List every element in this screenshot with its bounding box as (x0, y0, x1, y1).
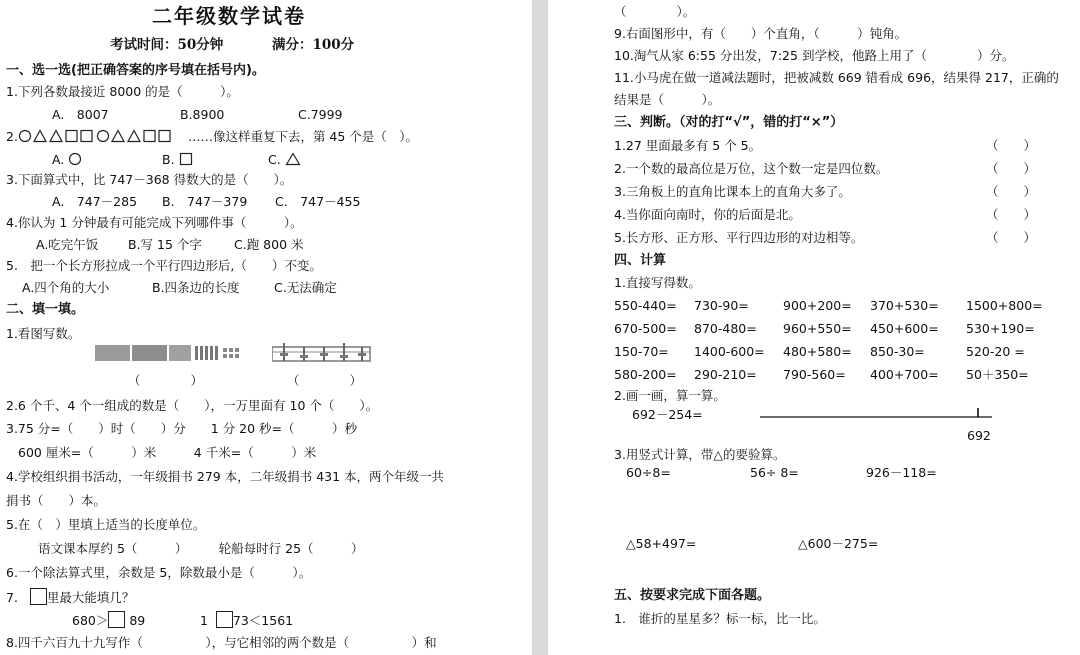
f8-text: 8.四千六百九十九写作（ ），与它相邻的两个数是（ ）和 (6, 635, 437, 650)
calc-item: 150-70= (614, 344, 669, 359)
calc-1-text: 1.直接写得数。 (614, 275, 701, 290)
q2-text (6, 128, 418, 146)
q1-option-a: A. 8007 (52, 107, 109, 122)
calc-item: 670-500= (614, 321, 677, 336)
exam-score: 满分：100分 (272, 37, 355, 53)
q2-number: 2. (6, 129, 18, 144)
q3-text: 3.下面算式中，比 747－368 得数大的是（ ）。 (6, 172, 293, 187)
calc-3-text: 3.用竖式计算，带△的要验算。 (614, 447, 786, 462)
f7-inequality-a: 680＞ 89 (72, 613, 146, 628)
calc-item: 290-210= (694, 367, 757, 382)
vertical-calc-1: 60÷8= (626, 465, 671, 480)
answer-box-icon[interactable] (216, 611, 233, 628)
judge-4-text: 4.当你面向南时，你的后面是北。 (614, 207, 801, 222)
q3-option-a: A. 747－285 (52, 194, 138, 209)
calc-item: 870-480= (694, 321, 757, 336)
q2-option-c: C. (268, 151, 301, 169)
judge-3-blank[interactable]: （ ） (986, 184, 1037, 199)
q4-option-b: B.写 15 个字 (128, 237, 202, 252)
calc-item: 790-560= (783, 367, 846, 382)
q3-option-c: C. 747－455 (275, 194, 361, 209)
exam-title: 二年级数学试卷 (152, 4, 306, 28)
judge-4-blank[interactable]: （ ） (986, 207, 1037, 222)
section-5-heading: 五、按要求完成下面各题。 (614, 588, 771, 603)
f7-text: 7. 里最大能填几？ (6, 590, 135, 605)
calc-2-text: 2.画一画，算一算。 (614, 388, 726, 403)
calc-item: 450+600= (870, 321, 939, 336)
f9-text: 9.右面图形中，有（ ）个直角，（ ）钝角。 (614, 26, 908, 41)
q4-text: 4.你认为 1 分钟最有可能完成下列哪件事（ ）。 (6, 215, 303, 230)
calc-item: 580-200= (614, 367, 677, 382)
calc-item: 480+580= (783, 344, 852, 359)
circle-icon (68, 152, 82, 166)
vertical-calc-2: 56÷ 8= (750, 465, 799, 480)
exam-page-right (548, 0, 1080, 655)
q5-option-a: A.四个角的大小 (22, 280, 110, 295)
f8-continued: （ ）。 (614, 4, 696, 19)
calc-item: 1500+800= (966, 298, 1043, 313)
q1-option-b: B.8900 (180, 107, 225, 122)
calc-item: 1400-600= (694, 344, 765, 359)
f1-blank-1[interactable]: （ ） (128, 373, 204, 388)
f11-text-a: 11.小马虎在做一道减法题时，把被减数 669 错看成 696，结果得 217，正确的 (614, 70, 1059, 85)
section-1-heading: 一、选一选(把正确答案的序号填在括号内)。 (6, 63, 265, 78)
abacus-image (272, 343, 372, 363)
calc-item: 960+550= (783, 321, 852, 336)
judge-1-blank[interactable]: （ ） (986, 138, 1037, 153)
q1-text: 1.下列各数最接近 8000 的是（ ）。 (6, 84, 239, 99)
calc-item: 400+700= (870, 367, 939, 382)
f2-text: 2.6 个千、4 个一组成的数是（ ），一万里面有 10 个（ ）。 (6, 398, 379, 413)
f7-inequality-b: 1 73＜1561 (200, 613, 294, 628)
calc-item: 370+530= (870, 298, 939, 313)
square-icon (179, 152, 193, 166)
number-line-segment (760, 404, 996, 424)
calc-item: 530+190= (966, 321, 1035, 336)
q2-suffix: ……像这样重复下去，第 45 个是（ ）。 (187, 129, 419, 144)
f6-text: 6.一个除法算式里，余数是 5，除数最小是（ ）。 (6, 565, 312, 580)
q4-option-a: A.吃完午饭 (36, 237, 99, 252)
q1-option-c: C.7999 (298, 107, 343, 122)
calc-item: 900+200= (783, 298, 852, 313)
counting-blocks-image (95, 343, 245, 363)
judge-1-text: 1.27 里面最多有 5 个 5。 (614, 138, 762, 153)
vertical-calc-3: 926－118= (866, 465, 937, 480)
q2-option-b: B. (162, 151, 193, 169)
q5-option-b: B.四条边的长度 (152, 280, 240, 295)
f4-text-b: 捐书（ ）本。 (6, 493, 107, 508)
calc-item: 550-440= (614, 298, 677, 313)
page-gutter (532, 0, 548, 655)
q4-option-c: C.跑 800 米 (234, 237, 304, 252)
exam-page-left (0, 0, 532, 655)
vertical-calc-5: △600－275= (798, 536, 879, 551)
f4-text-a: 4.学校组织捐书活动，一年级捐书 279 本，二年级捐书 431 本，两个年级一共 (6, 469, 445, 484)
f3-text-a: 3.75 分=（ ）时（ ）分 1 分 20 秒=（ ）秒 (6, 421, 358, 436)
judge-2-blank[interactable]: （ ） (986, 161, 1037, 176)
calc-item: 50＋350= (966, 367, 1029, 382)
triangle-icon (285, 152, 301, 166)
judge-5-text: 5.长方形、正方形、平行四边形的对边相等。 (614, 230, 864, 245)
calc-item: 850-30= (870, 344, 925, 359)
judge-2-text: 2.一个数的最高位是万位，这个数一定是四位数。 (614, 161, 889, 176)
calc-item: 520-20 = (966, 344, 1025, 359)
judge-5-blank[interactable]: （ ） (986, 230, 1037, 245)
f5-text: 5.在（ ）里填上适当的长度单位。 (6, 517, 206, 532)
q2-option-a: A. (52, 151, 82, 169)
q3-option-b: B. 747－379 (162, 194, 248, 209)
f5-text-b: 语文课本厚约 5（ ） 轮船每时行 25（ ） (38, 541, 364, 556)
section-2-heading: 二、填一填。 (6, 302, 85, 317)
calc-item: 730-90= (694, 298, 749, 313)
s5-q1-text: 1. 谁折的星星多？标一标，比一比。 (614, 611, 826, 626)
answer-box-icon[interactable] (108, 611, 125, 628)
answer-box-icon (30, 588, 47, 605)
f3-text-b: 600 厘米=（ ）米 4 千米=（ ）米 (18, 445, 317, 460)
f11-text-b: 结果是（ ）。 (614, 92, 721, 107)
exam-time: 考试时间：50分钟 (110, 37, 224, 53)
q5-text: 5. 把一个长方形拉成一个平行四边形后,（ ）不变。 (6, 258, 322, 273)
judge-3-text: 3.三角板上的直角比课本上的直角大多了。 (614, 184, 851, 199)
q2-shape-sequence (18, 129, 188, 143)
f1-text: 1.看图写数。 (6, 326, 81, 341)
section-3-heading: 三、判断。（对的打“√”，错的打“×”） (614, 115, 844, 130)
f1-blank-2[interactable]: （ ） (287, 373, 363, 388)
section-4-heading: 四、计算 (614, 253, 667, 268)
calc-2-expression: 692－254= (632, 407, 703, 422)
q5-option-c: C.无法确定 (274, 280, 337, 295)
vertical-calc-4: △58+497= (626, 536, 697, 551)
number-line-label: 692 (967, 428, 991, 443)
f10-text: 10.淘气从家 6:55 分出发，7:25 到学校，他路上用了（ ）分。 (614, 48, 1015, 63)
